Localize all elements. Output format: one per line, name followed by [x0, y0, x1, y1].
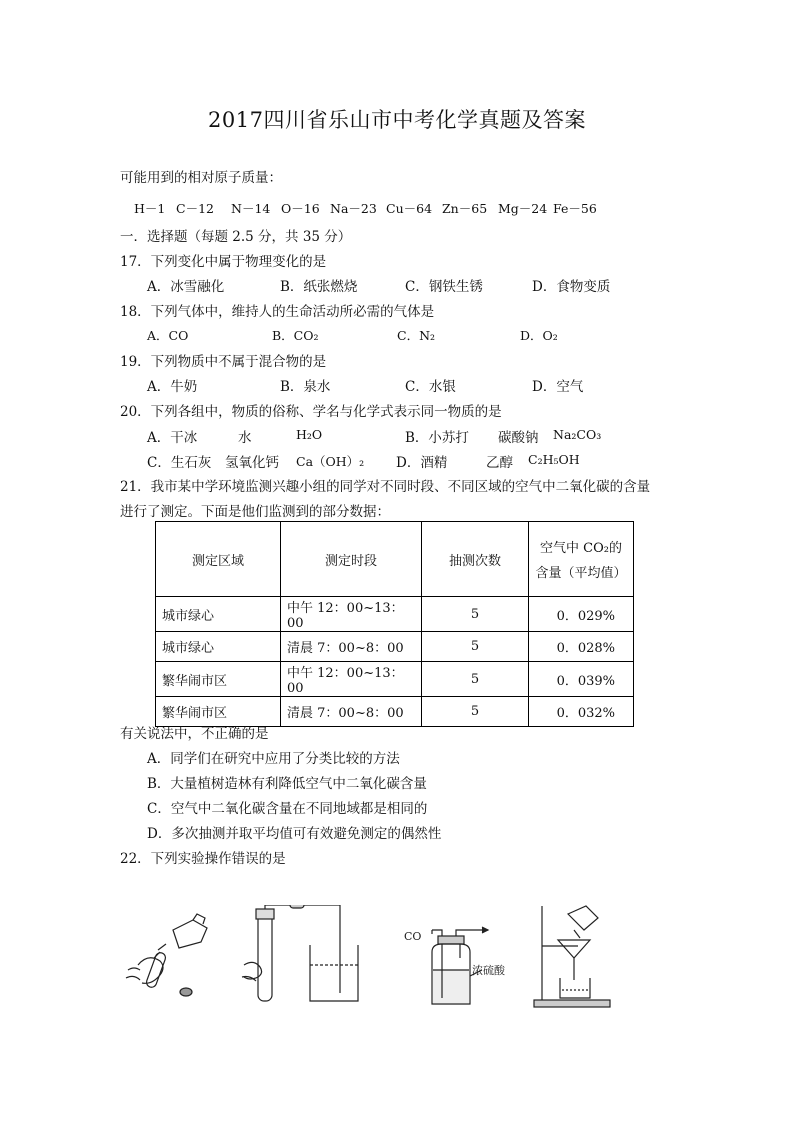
figure-gas-washing-bottle-icon	[402, 918, 514, 1008]
atomic-mass-heading: 可能用到的相对原子质量：	[120, 170, 282, 186]
atomic-mass-c: C－12	[176, 201, 214, 216]
atomic-mass-fe: Fe－56	[553, 201, 597, 216]
atomic-mass-n: N－14	[231, 201, 271, 216]
cell-time: 中午 12：00~13：00	[281, 662, 422, 697]
q18-option-a: A．CO	[147, 328, 189, 343]
q20-option-a-formula: H₂O	[296, 427, 323, 442]
q20-option-d-formula: C₂H₅OH	[528, 452, 580, 467]
q19-stem: 19．下列物质中不属于混合物的是	[120, 354, 327, 370]
q21-question: 有关说法中，不正确的是	[120, 726, 269, 742]
acid-label: 浓硫酸	[472, 964, 505, 977]
cell-region: 城市绿心	[156, 632, 281, 662]
header-time: 测定时段	[281, 522, 422, 597]
co-label: CO	[404, 930, 422, 943]
cell-region: 繁华闹市区	[156, 697, 281, 727]
section-heading: 一．选择题（每题 2.5 分，共 35 分）	[120, 229, 352, 245]
q20-option-b-label: B．小苏打	[405, 430, 469, 446]
q18-option-d: D．O₂	[520, 328, 558, 343]
q21-option-a: A．同学们在研究中应用了分类比较的方法	[147, 751, 400, 767]
q21-option-c: C．空气中二氧化碳含量在不同地域都是相同的	[147, 801, 428, 817]
cell-co2: 0．032%	[529, 697, 634, 727]
q17-option-b: B．纸张燃烧	[280, 279, 358, 295]
cell-count: 5	[422, 597, 529, 632]
q18-option-c: C．N₂	[397, 328, 436, 343]
atomic-mass-h: H－1	[134, 201, 166, 216]
q20-stem: 20．下列各组中，物质的俗称、学名与化学式表示同一物质的是	[120, 404, 502, 420]
q19-option-a: A．牛奶	[147, 379, 198, 395]
q21-stem-line1: 21．我市某中学环境监测兴趣小组的同学对不同时段、不同区域的空气中二氧化碳的含量	[120, 479, 651, 495]
atomic-mass-mg: Mg－24	[498, 201, 548, 216]
header-count: 抽测次数	[422, 522, 529, 597]
q18-stem: 18．下列气体中，维持人的生命活动所必需的气体是	[120, 304, 435, 320]
q20-option-d-name: 乙醇	[486, 455, 513, 471]
q17-option-c: C．钢铁生锈	[405, 279, 483, 295]
cell-co2: 0．039%	[529, 662, 634, 697]
page-title: 2017四川省乐山市中考化学真题及答案	[208, 108, 586, 132]
q20-option-b-formula: Na₂CO₃	[553, 427, 602, 442]
q20-option-c-name: 氢氧化钙	[225, 455, 279, 471]
table-row	[156, 632, 634, 662]
cell-count: 5	[422, 662, 529, 697]
cell-region: 城市绿心	[156, 597, 281, 632]
cell-time: 清晨 7：00~8：00	[281, 632, 422, 662]
q20-option-c-formula: Ca（OH）₂	[296, 454, 365, 469]
atomic-mass-cu: Cu－64	[386, 201, 433, 216]
q17-option-d: D．食物变质	[532, 279, 611, 295]
figure-airtightness-check-icon	[240, 905, 365, 1005]
header-co2-line1: 空气中 CO₂的	[540, 541, 622, 556]
q20-option-b-name: 碳酸钠	[498, 430, 539, 446]
cell-time: 中午 12：00~13：00	[281, 597, 422, 632]
q21-option-d: D．多次抽测并取平均值可有效避免测定的偶然性	[147, 826, 442, 842]
table-header-row	[156, 522, 634, 597]
q19-option-c: C．水银	[405, 379, 456, 395]
q19-option-b: B．泉水	[280, 379, 331, 395]
table-row	[156, 662, 634, 697]
cell-co2: 0．029%	[529, 597, 634, 632]
figure-filtration-icon	[528, 900, 623, 1010]
q20-option-d-label: D．酒精	[396, 455, 448, 471]
table-row	[156, 597, 634, 632]
q20-option-a-name: 水	[238, 430, 252, 446]
q22-stem: 22．下列实验操作错误的是	[120, 851, 286, 867]
atomic-mass-o: O－16	[281, 201, 320, 216]
header-co2-content	[529, 522, 634, 597]
atomic-mass-na: Na－23	[330, 201, 377, 216]
co2-data-table	[155, 521, 634, 727]
q17-stem: 17．下列变化中属于物理变化的是	[120, 254, 327, 270]
q20-option-a-label: A．干冰	[147, 430, 198, 446]
cell-co2: 0．028%	[529, 632, 634, 662]
q17-option-a: A．冰雪融化	[147, 279, 225, 295]
q21-stem-line2: 进行了测定。下面是他们监测到的部分数据：	[120, 504, 390, 520]
q20-option-c-label: C．生石灰	[147, 455, 212, 471]
cell-count: 5	[422, 697, 529, 727]
cell-count: 5	[422, 632, 529, 662]
cell-region: 繁华闹市区	[156, 662, 281, 697]
header-region: 测定区域	[156, 522, 281, 597]
q21-option-b: B．大量植树造林有利降低空气中二氧化碳含量	[147, 776, 427, 792]
cell-time: 清晨 7：00~8：00	[281, 697, 422, 727]
header-co2-line2: 含量（平均值）	[535, 566, 627, 581]
figure-pouring-liquid-icon	[118, 910, 218, 1005]
q18-option-b: B．CO₂	[272, 328, 319, 343]
q19-option-d: D．空气	[532, 379, 584, 395]
atomic-mass-zn: Zn－65	[442, 201, 488, 216]
